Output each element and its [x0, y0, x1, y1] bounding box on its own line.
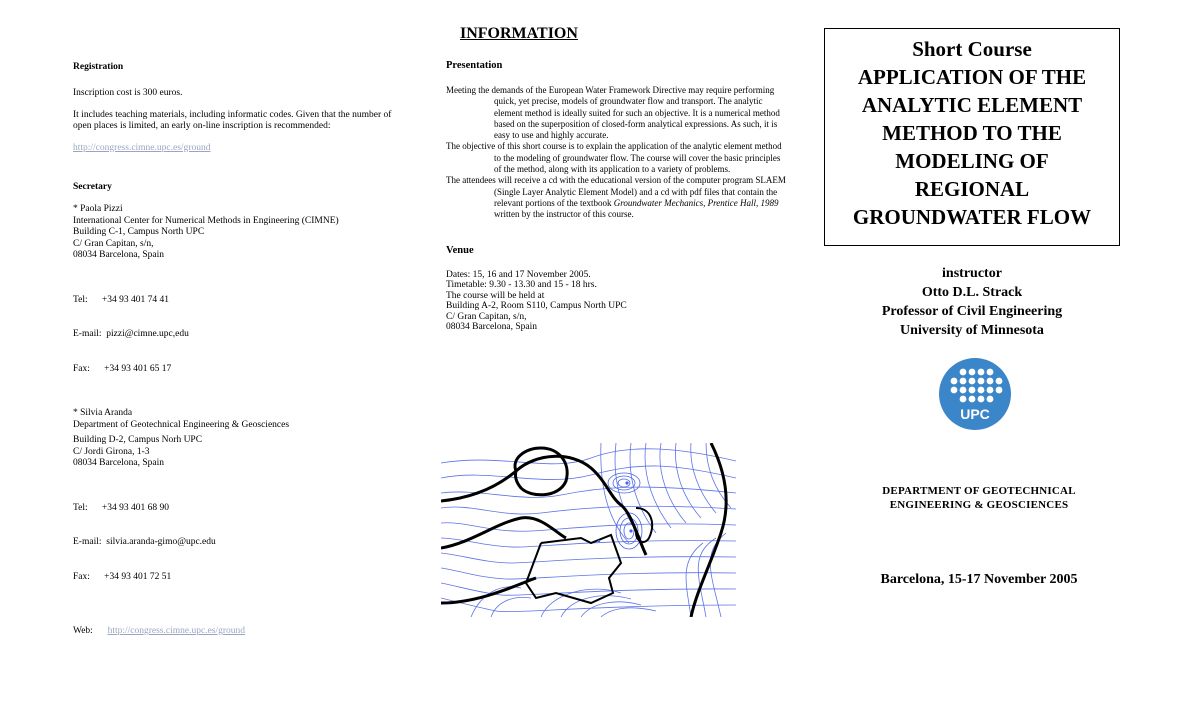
instructor-block — [824, 264, 1120, 340]
contact2-address-line: Building D-2, Campus Norh UPC — [73, 435, 203, 445]
venue-text — [446, 270, 788, 333]
date-location: Barcelona, 15-17 November 2005 — [880, 572, 1078, 587]
contact1-fax: Fax: +34 93 401 65 17 — [73, 363, 172, 374]
course-title-box — [824, 28, 1120, 246]
p3-text-end: written by the instructor of this course. — [494, 209, 634, 220]
contact1-email: E-mail: pizzi@cimne.upc,edu — [73, 329, 189, 339]
contact2-address-line: 08034 Barcelona, Spain — [73, 458, 165, 468]
course-title-line: REGIONAL — [914, 177, 1030, 201]
contact2-phone: Tel: +34 93 401 68 90 — [73, 502, 169, 513]
contact1-phone: Tel: +34 93 401 74 41 — [73, 294, 169, 305]
department-line: DEPARTMENT OF GEOTECHNICAL — [882, 485, 1076, 497]
middle-column — [446, 60, 788, 333]
contact1-address — [73, 204, 393, 262]
upc-logo — [939, 358, 1011, 430]
instructor-name: Otto D.L. Strack — [921, 285, 1023, 300]
presentation-text — [446, 85, 788, 221]
venue-line: Dates: 15, 16 and 17 November 2005. — [446, 269, 591, 280]
instructor-position: Professor of Civil Engineering — [881, 304, 1063, 319]
contact2-address — [73, 435, 393, 470]
contact2-fax: Fax: +34 93 401 72 51 — [73, 571, 172, 582]
venue-line: C/ Gran Capitan, s/n, — [446, 311, 527, 322]
contact1-line: C/ Gran Capitan, s/n, — [73, 238, 154, 249]
web-link[interactable]: http://congress.cimne.upc.es/ground — [107, 626, 246, 636]
contact1-line: International Center for Numerical Methods in Engineering (CIMNE) — [73, 215, 339, 226]
upc-logo-icon — [939, 358, 1011, 430]
venue-line: 08034 Barcelona, Spain — [446, 322, 538, 333]
contact1-phones — [73, 272, 393, 399]
instructor-label: instructor — [942, 266, 1002, 281]
contact2-address-line: C/ Jordi Girona, 1-3 — [73, 446, 150, 457]
upc-logo-text: UPC — [960, 406, 990, 422]
venue-line: Building A-2, Room S110, Campus North UPC — [446, 301, 627, 312]
registration-title: Registration — [73, 62, 124, 72]
course-title-line: GROUNDWATER FLOW — [852, 205, 1092, 229]
registration-note: It includes teaching materials, including informatic codes. Given that the number of open places is limited, an early on-line inscription is recommended: — [73, 109, 392, 131]
groundwater-contour-image — [441, 443, 736, 617]
left-column — [73, 62, 393, 638]
course-title-line: ANALYTIC ELEMENT — [861, 93, 1083, 117]
contact2-email: E-mail: silvia.aranda-gimo@upc.edu — [73, 537, 216, 547]
web-label: Web: — [73, 626, 93, 636]
venue-line: Timetable: 9.30 - 13.30 and 15 - 18 hrs. — [446, 280, 597, 291]
course-title-line: MODELING OF — [895, 149, 1049, 173]
course-title-line: Short Course — [912, 37, 1032, 61]
department-block — [824, 484, 1134, 512]
contact1-line: * Paola Pizzi — [73, 204, 123, 214]
contour-plot — [441, 443, 736, 617]
page-heading: INFORMATION — [460, 25, 578, 42]
course-title-line: METHOD TO THE — [882, 121, 1062, 145]
presentation-paragraph-1: Meeting the demands of the European Water Framework Directive may require performing quick, yet precise, models of groundwater flow and transport. The analytic element method is ideally suited for such an objective. It is a numerical method based on the superposition of closed-form analytical expressions. As such, it is easy to use and highly accurate. — [446, 85, 780, 141]
venue-line: The course will be held at — [446, 290, 545, 301]
contact2-phones — [73, 480, 393, 607]
p3-book-title: Groundwater Mechanics, Prentice Hall, 1989 — [613, 197, 779, 208]
contact2-line: * Silvia Aranda — [73, 408, 133, 418]
venue-title: Venue — [446, 244, 474, 256]
web-row — [73, 626, 393, 638]
secretary-title: Secretary — [73, 182, 112, 192]
contact2-header — [73, 408, 393, 431]
presentation-title: Presentation — [446, 60, 503, 71]
p3-text: The attendees will receive a cd with the educational version of the computer program SLAEM (Single Layer Analytic Element Model) and a cd with pdf files that contain the relevant portions of the textbook — [446, 175, 786, 208]
registration-link[interactable]: http://congress.cimne.upc.es/ground — [73, 142, 211, 153]
presentation-paragraph-2: The objective of this short course is to explain the application of the analytic element method to the modeling of groundwater flow. The course will cover the basic principles of the method, along with its application to a variety of problems. — [446, 141, 782, 175]
contact1-line: Building C-1, Campus North UPC — [73, 227, 205, 237]
registration-cost: Inscription cost is 300 euros. — [73, 88, 183, 98]
contact1-line: 08034 Barcelona, Spain — [73, 250, 165, 260]
instructor-university: University of Minnesota — [900, 323, 1044, 338]
presentation-paragraph-3 — [446, 175, 788, 220]
department-line: ENGINEERING & GEOSCIENCES — [889, 499, 1069, 511]
course-title-line: APPLICATION OF THE — [857, 65, 1087, 89]
contact2-line: Department of Geotechnical Engineering & Geosciences — [73, 419, 290, 430]
